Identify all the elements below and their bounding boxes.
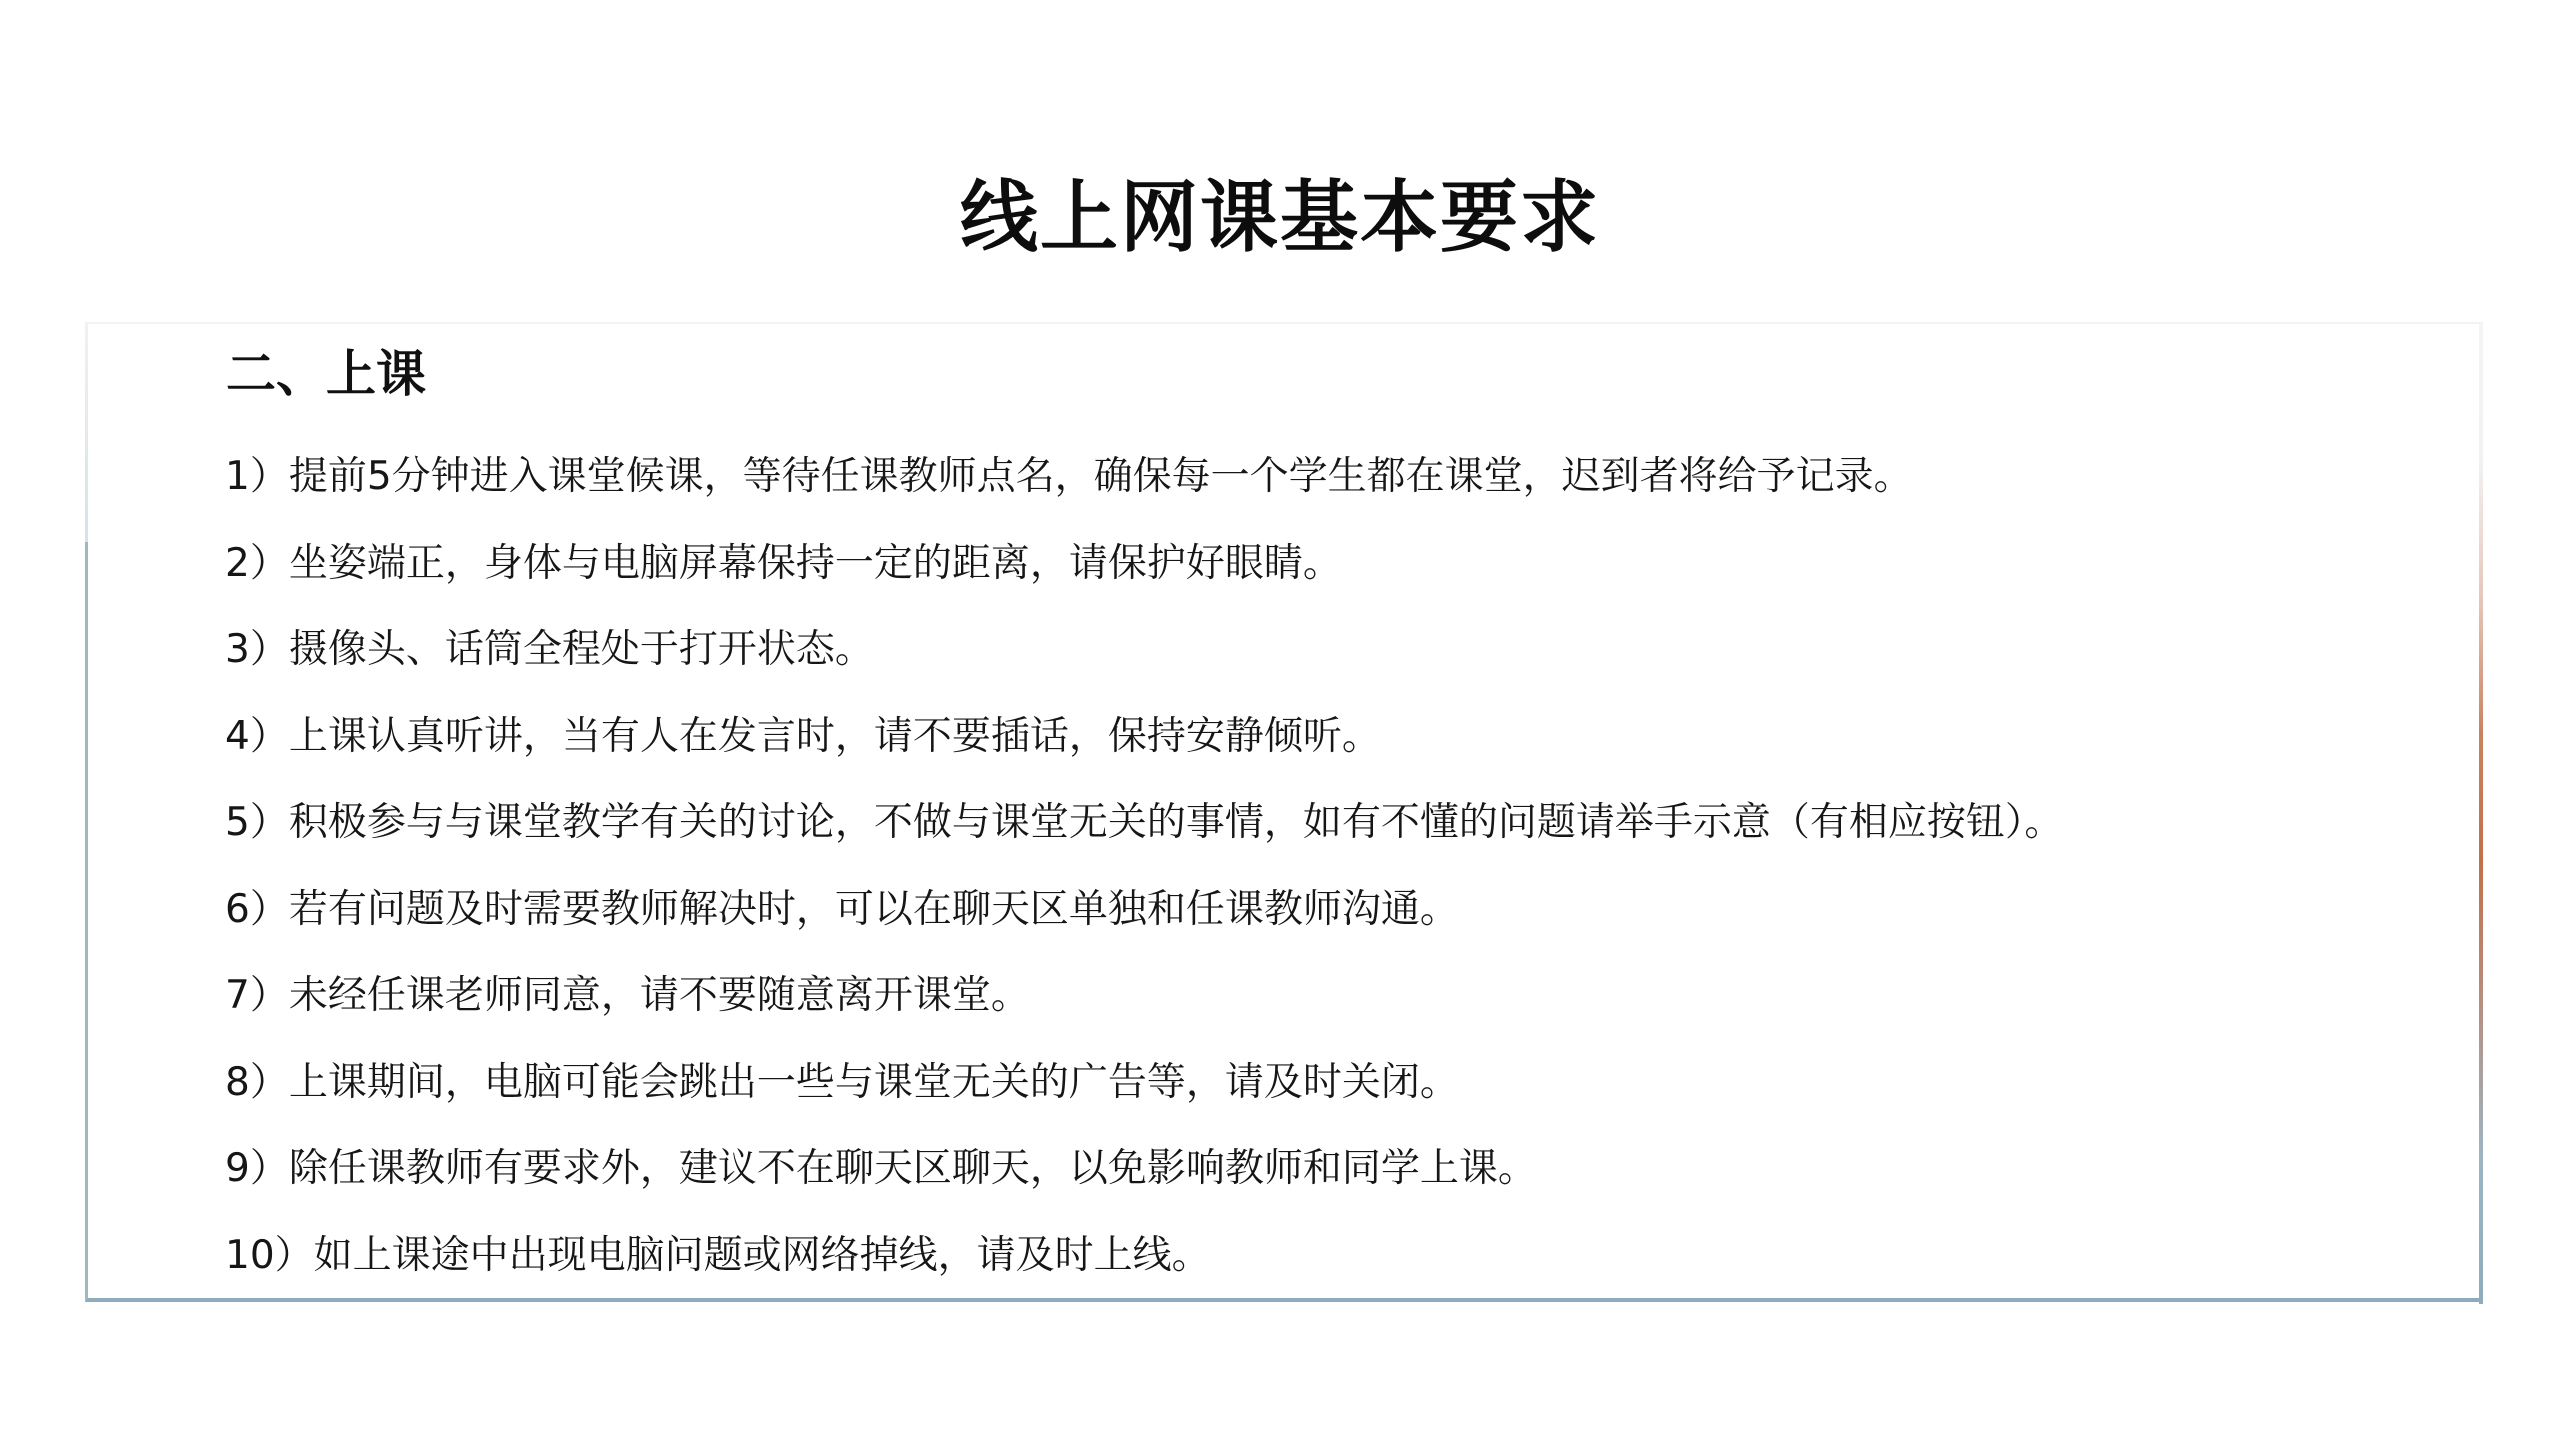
section-heading: 二、上课 xyxy=(226,345,426,403)
rule-item-7: 7）未经任课老师同意，请不要随意离开课堂。 xyxy=(225,973,1030,1018)
rule-item-9: 9）除任课教师有要求外，建议不在聊天区聊天，以免影响教师和同学上课。 xyxy=(225,1146,1537,1191)
rule-item-6: 6）若有问题及时需要教师解决时，可以在聊天区单独和任课教师沟通。 xyxy=(225,886,1459,932)
frame-left-edge-fade xyxy=(85,322,88,542)
page-title: 线上网课基本要求 xyxy=(959,173,1600,263)
rule-item-10: 10）如上课途中出现电脑问题或网络掉线，请及时上线。 xyxy=(225,1232,1211,1278)
rule-item-4: 4）上课认真听讲，当有人在发言时，请不要插话，保持安静倾听。 xyxy=(225,713,1381,759)
rule-item-3: 3）摄像头、话筒全程处于打开状态。 xyxy=(225,627,874,672)
rule-item-5: 5）积极参与与课堂教学有关的讨论，不做与课堂无关的事情，如有不懂的问题请举手示意（有相应按钮）。 xyxy=(225,800,2064,845)
rule-item-8: 8）上课期间，电脑可能会跳出一些与课堂无关的广告等，请及时关闭。 xyxy=(225,1059,1459,1105)
rules-list xyxy=(225,434,2063,1299)
rule-item-2: 2）坐姿端正，身体与电脑屏幕保持一定的距离，请保护好眼睛。 xyxy=(225,540,1342,586)
rule-item-1: 1）提前5分钟进入课堂候课，等待任课教师点名，确保每一个学生都在课堂，迟到者将给予记录。 xyxy=(225,454,1913,499)
content-frame xyxy=(85,322,2483,1302)
frame-right-edge-gradient xyxy=(2479,322,2483,1304)
